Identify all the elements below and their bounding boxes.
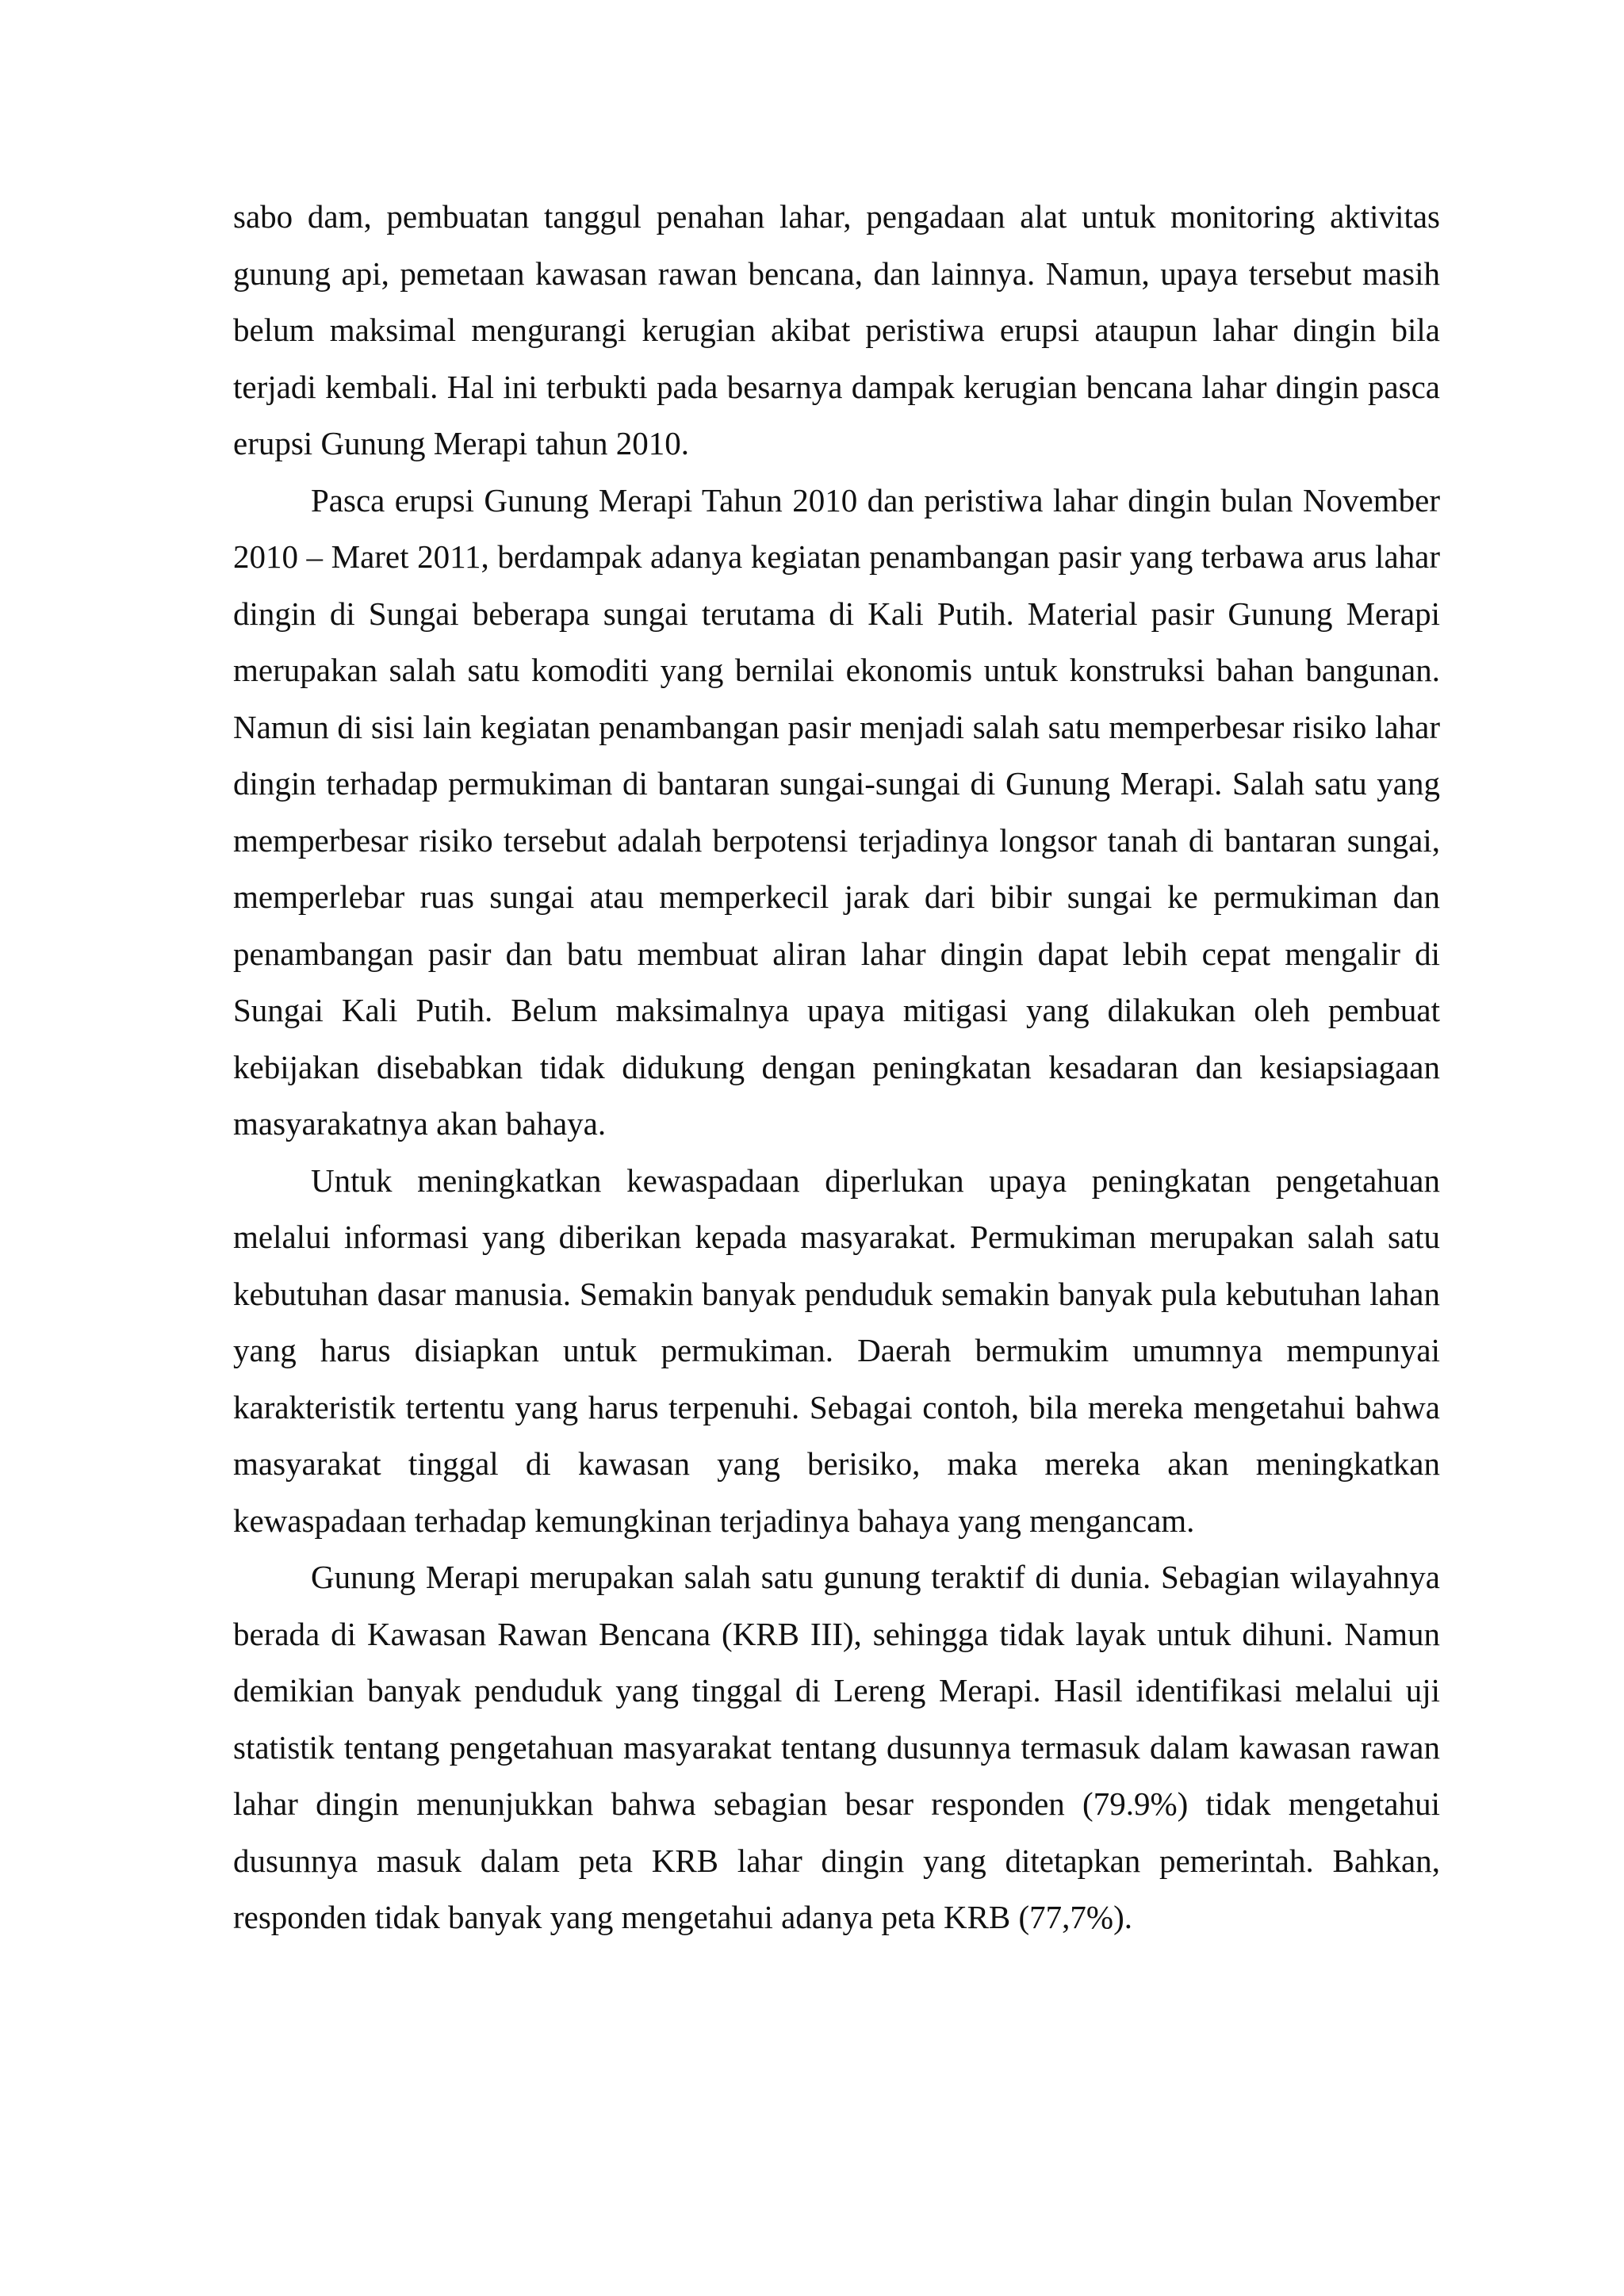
paragraph-gunung-merapi: Gunung Merapi merupakan salah satu gunung teraktif di dunia. Sebagian wilayahnya berada di Kawasan Rawan Bencana (KRB III), sehingga tidak layak untuk dihuni. Namun demikian banyak penduduk yang tinggal di Lereng Merapi. Hasil identifikasi melalui uji statistik tentang pengetahuan masyarakat tentang dusunnya termasuk dalam kawasan rawan lahar dingin menunjukkan bahwa sebagian besar responden (79.9%) tidak mengetahui dusunnya masuk dalam peta KRB lahar dingin yang ditetapkan pemerintah. Bahkan, responden tidak banyak yang mengetahui adanya peta KRB (77,7%).: [233, 1559, 1440, 1935]
paragraph-continuation: sabo dam, pembuatan tanggul penahan lahar, pengadaan alat untuk monitoring aktivitas gunung api, pemetaan kawasan rawan bencana, dan lainnya. Namun, upaya tersebut masih belum maksimal mengurangi kerugian akibat peristiwa erupsi ataupun lahar dingin bila terjadi kembali. Hal ini terbukti pada besarnya dampak kerugian bencana lahar dingin pasca erupsi Gunung Merapi tahun 2010.: [233, 198, 1440, 461]
paragraph-pasca-erupsi: Pasca erupsi Gunung Merapi Tahun 2010 dan peristiwa lahar dingin bulan November 2010 – Maret 2011, berdampak adanya kegiatan penambangan pasir yang terbawa arus lahar dingin di Sungai beberapa sungai terutama di Kali Putih. Material pasir Gunung Merapi merupakan salah satu komoditi yang bernilai ekonomis untuk konstruksi bahan bangunan. Namun di sisi lain kegiatan penambangan pasir menjadi salah satu memperbesar risiko lahar dingin terhadap permukiman di bantaran sungai-sungai di Gunung Merapi. Salah satu yang memperbesar risiko tersebut adalah berpotensi terjadinya longsor tanah di bantaran sungai, memperlebar ruas sungai atau memperkecil jarak dari bibir sungai ke permukiman dan penambangan pasir dan batu membuat aliran lahar dingin dapat lebih cepat mengalir di Sungai Kali Putih. Belum maksimalnya upaya mitigasi yang dilakukan oleh pembuat kebijakan disebabkan tidak didukung dengan peningkatan kesadaran dan kesiapsiagaan masyarakatnya akan bahaya.: [233, 481, 1440, 1142]
paragraph-kewaspadaan: Untuk meningkatkan kewaspadaan diperlukan upaya peningkatan pengetahuan melalui informasi yang diberikan kepada masyarakat. Permukiman merupakan salah satu kebutuhan dasar manusia. Semakin banyak penduduk semakin banyak pula kebutuhan lahan yang harus disiapkan untuk permukiman. Daerah bermukim umumnya mempunyai karakteristik tertentu yang harus terpenuhi. Sebagai contoh, bila mereka mengetahui bahwa masyarakat tinggal di kawasan yang berisiko, maka mereka akan meningkatkan kewaspadaan terhadap kemungkinan terjadinya bahaya yang mengancam.: [233, 1161, 1440, 1539]
body-text: [233, 189, 1440, 1946]
